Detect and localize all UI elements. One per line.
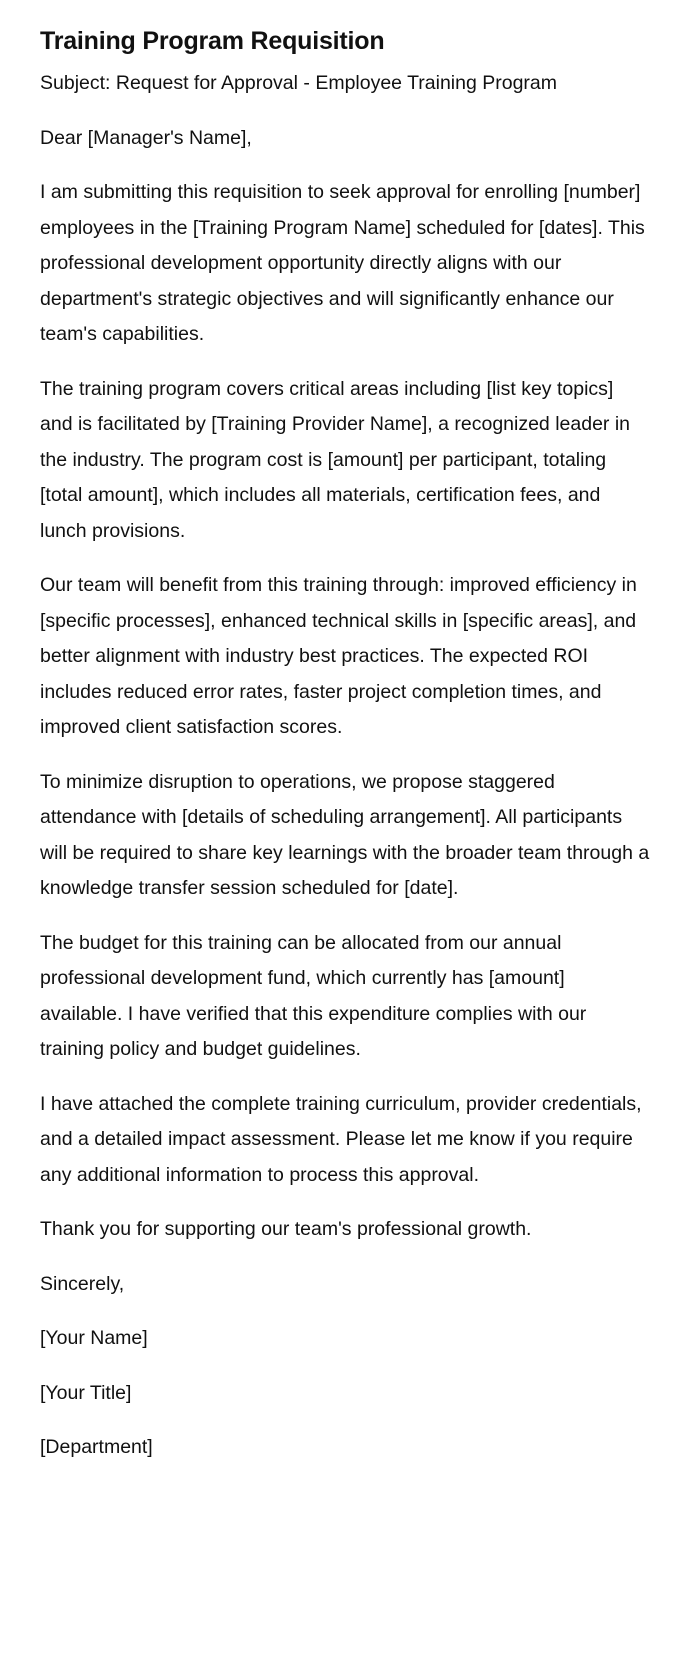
body-paragraph-5: The budget for this training can be allocated from our annual professional development fund, which currently has [amount] available. I have verified that this expenditure complies with our training policy and budget guidelines.: [40, 931, 587, 1060]
body-paragraph-2: The training program covers critical areas including [list key topics] and is facilitated by [Training Provider Name], a recognized leader in the industry. The program cost is [amount] per participant, totaling [total amount], which includes all materials, certification fees, and lunch provisions.: [40, 377, 630, 542]
body-paragraph-3: Our team will benefit from this training through: improved efficiency in [specific processes], enhanced technical skills in [specific areas], and better alignment with industry best practices. The expected ROI includes reduced error rates, faster project completion times, and improved client satisfaction scores.: [40, 574, 637, 738]
subject-line: Subject: Request for Approval - Employee Training Program: [40, 72, 558, 94]
body-paragraph-6: I have attached the complete training curriculum, provider credentials, and a detailed impact assessment. Please let me know if you require any additional information to process this approval.: [40, 1092, 642, 1186]
signature-name: [Your Name]: [40, 1327, 148, 1349]
thanks-line: Thank you for supporting our team's professional growth.: [40, 1218, 532, 1240]
body-paragraph-4: To minimize disruption to operations, we propose staggered attendance with [details of scheduling arrangement]. All participants will be required to share key learnings with the broader team through a knowledge transfer session scheduled for [date].: [40, 770, 650, 899]
page-title: Training Program Requisition: [40, 27, 385, 55]
signature-department: [Department]: [40, 1436, 153, 1458]
signature-title: [Your Title]: [40, 1381, 132, 1404]
body-paragraph-1: I am submitting this requisition to seek approval for enrolling [number] employees in the [Training Program Name] scheduled for [dates]. This professional development opportunity directly aligns with our department's strategic objectives and will significantly enhance our team's capabilities.: [40, 181, 645, 345]
closing-line: Sincerely,: [40, 1272, 125, 1295]
salutation: Dear [Manager's Name],: [40, 126, 252, 149]
